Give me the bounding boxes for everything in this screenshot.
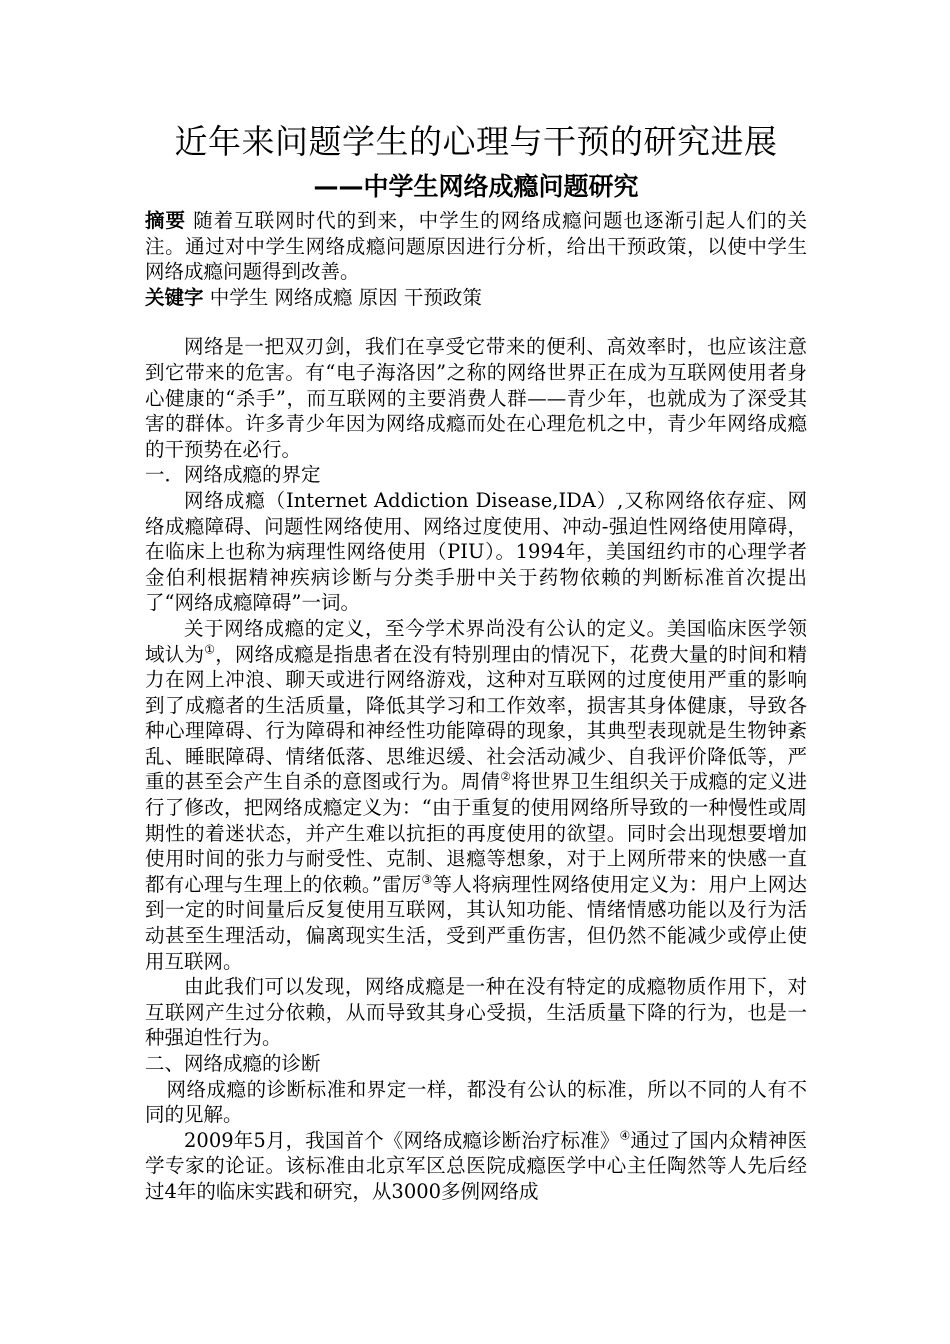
document-subtitle: ——中学生网络成瘾问题研究 <box>313 172 639 201</box>
diagnosis-paragraph-1: 网络成瘾的诊断标准和界定一样，都没有公认的标准，所以不同的人有不同的见解。 <box>145 1077 807 1127</box>
abstract-label: 摘要 <box>145 209 186 232</box>
footnote-mark-2: ② <box>500 769 512 784</box>
diagnosis-text-b: 通过了国内众精神医学专家的论证。该标准由北京军区总医院成瘾医学中心主任陶然等人先后经过4年的临床实践和研究，从3000多例网络成 <box>145 1128 807 1203</box>
definition-paragraph-2 <box>145 616 807 974</box>
document-page <box>145 118 807 1205</box>
intro-paragraph: 网络是一把双刃剑，我们在享受它带来的便利、高效率时，也应该注意到它带来的危害。有“电子海洛因”之称的网络世界正在成为互联网使用者身心健康的“杀手”，而互联网的主要消费人群——青少年，也就成为了深受其害的群体。许多青少年因为网络成瘾而处在心理危机之中，青少年网络成瘾的干预势在必行。 <box>145 335 807 461</box>
diagnosis-paragraph-2 <box>145 1128 807 1205</box>
footnote-mark-4: ④ <box>619 1128 631 1143</box>
abstract <box>145 208 807 285</box>
definition-text-b: ，网络成瘾是指患者在没有特别理由的情况下，花费大量的时间和精力在网上冲浪、聊天或进行网络游戏，这种对互联网的过度使用严重的影响到了成瘾者的生活质量，降低其学习和工作效率，损害其身体健康，导致各种心理障碍、行为障碍和神经性功能障碍的现象，其典型表现就是生物钟紊乱、睡眠障碍、情绪低落、思维迟缓、社会活动减少、自我评价降低等，严重的甚至会产生自杀的意图或行为。周倩 <box>145 642 807 794</box>
keywords <box>145 285 807 311</box>
abstract-text: 随着互联网时代的到来，中学生的网络成瘾问题也逐渐引起人们的关注。通过对中学生网络成瘾问题原因进行分析，给出干预政策，以使中学生网络成瘾问题得到改善。 <box>145 209 807 284</box>
definition-paragraph-3: 由此我们可以发现，网络成瘾是一种在没有特定的成瘾物质作用下，对互联网产生过分依赖，从而导致其身心受损，生活质量下降的行为，也是一种强迫性行为。 <box>145 975 807 1050</box>
section-heading-definition: 一．网络成瘾的界定 <box>145 463 321 487</box>
diagnosis-text-a: 2009年5月，我国首个《网络成瘾诊断治疗标准》 <box>184 1128 620 1152</box>
document-title: 近年来问题学生的心理与干预的研究进展 <box>174 122 778 161</box>
footnote-mark-3: ③ <box>421 872 433 887</box>
spacer <box>145 310 807 334</box>
section-heading-diagnosis: 二、网络成瘾的诊断 <box>145 1052 321 1075</box>
definition-text-d: 等人将病理性网络使用定义为：用户上网达到一定的时间量后反复使用互联网，其认知功能、情绪情感功能以及行为活动甚至生理活动，偏离现实生活，受到严重伤害，但仍然不能减少或停止使用互联网。 <box>145 872 807 973</box>
footnote-mark-1: ① <box>204 642 216 656</box>
keywords-label: 关键字 <box>145 285 204 309</box>
keywords-text: 中学生 网络成瘾 原因 干预政策 <box>209 285 482 309</box>
definition-text-a: 关于网络成瘾的定义，至今学术界尚没有公认的定义。美国临床医学领域认为 <box>145 616 807 666</box>
definition-text-c: 将世界卫生组织关于成瘾的定义进行了修改，把网络成瘾定义为：“由于重复的使用网络所导致的一种慢性或周期性的着迷状态，并产生难以抗拒的再度使用的欲望。同时会出现想要增加使用时间的张力与耐受性、克制、退瘾等想象，对于上网所带来的快感一直都有心理与生理上的依赖。”雷厉 <box>145 770 807 896</box>
definition-paragraph-1: 网络成瘾（Internet Addiction Disease,IDA）,又称网络依存症、网络成瘾障碍、问题性网络使用、网络过度使用、冲动-强迫性网络使用障碍，在临床上也称为病理性网络使用（PIU）。1994年，美国纽约市的心理学者金伯利根据精神疾病诊断与分类手册中关于药物依赖的判断标准首次提出了“网络成瘾障碍”一词。 <box>145 488 807 615</box>
